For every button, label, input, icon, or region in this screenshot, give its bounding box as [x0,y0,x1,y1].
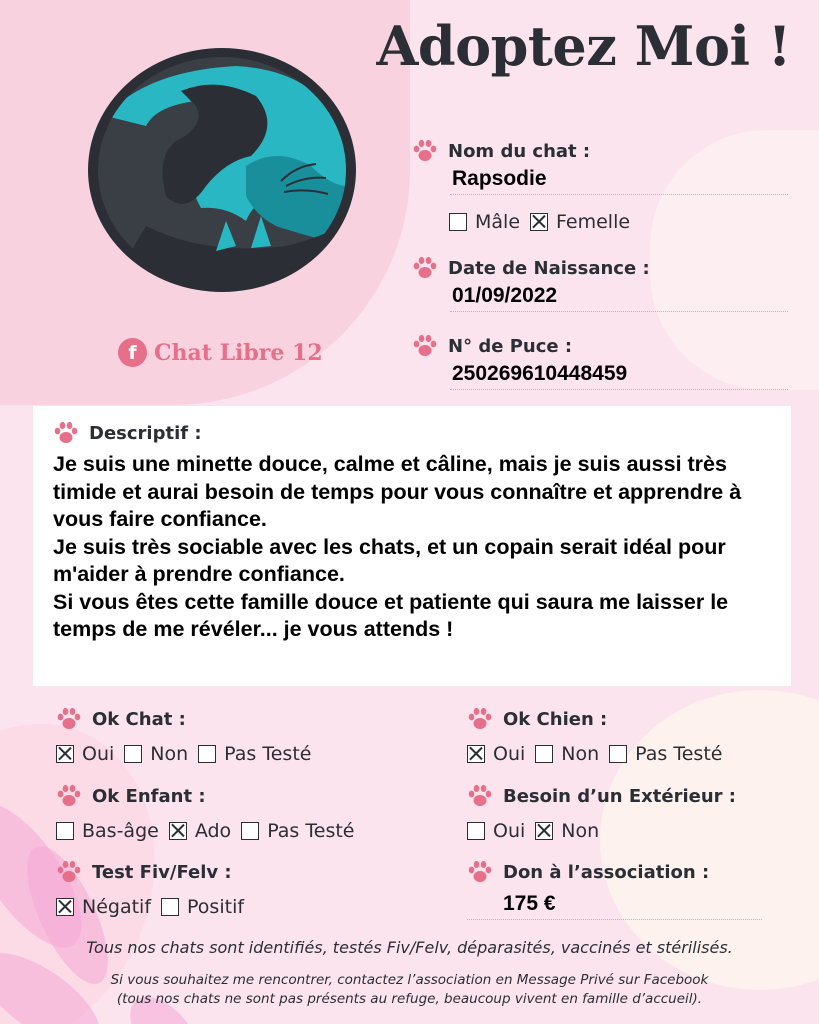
ok-chat-options [56,743,321,765]
ok-chien-checkbox[interactable] [535,745,553,763]
exterieur-label: Besoin d’un Extérieur : [503,785,737,807]
description-text [53,451,771,644]
ok-chien-option[interactable] [467,743,525,765]
ok-chien-checkbox[interactable] [467,745,485,763]
paw-icon [412,139,438,163]
fiv-felv-option[interactable] [161,896,244,918]
description-paragraph: Je suis très sociable avec les chats, et un copain serait idéal pour m'aider à prendre confiance. [53,534,726,586]
don-field [467,860,762,920]
ok-enfant-checkbox[interactable] [169,822,187,840]
ok-chat-option-label: Oui [82,743,115,765]
description-label-row [53,421,771,445]
ok-chat-label-row [56,707,321,731]
birth-date-value: 01/09/2022 [450,280,788,312]
exterieur-option[interactable] [535,820,599,842]
ok-enfant-option[interactable] [241,820,354,842]
cat-name-label-row [412,139,788,163]
ok-chat-field [56,707,321,765]
paw-icon [53,421,79,445]
paw-icon [56,860,82,884]
exterieur-option-label: Non [561,820,600,842]
exterieur-checkbox[interactable] [467,822,485,840]
footer-contact-line: Si vous souhaitez me rencontrer, contactez l’association en Message Privé sur Facebook [110,972,709,988]
ok-chien-field [467,707,732,765]
chip-number-value: 250269610448459 [450,358,788,390]
exterieur-field [467,784,736,842]
paw-icon [467,707,493,731]
ok-enfant-field [56,784,364,842]
description-box [33,406,791,686]
ok-chat-checkbox[interactable] [198,745,216,763]
exterieur-label-row [467,784,736,808]
birth-date-field [412,256,788,312]
ok-chien-option-label: Oui [493,743,526,765]
ok-chien-option-label: Non [561,743,600,765]
paw-icon [412,256,438,280]
ok-chat-label: Ok Chat : [92,708,186,730]
cat-name-field [412,139,788,195]
exterieur-checkbox[interactable] [535,822,553,840]
sex-options [449,211,640,233]
ok-chien-label: Ok Chien : [503,708,608,730]
description-paragraph: Je suis une minette douce, calme et câline, mais je suis aussi très timide et aurai besoin de temps pour vous connaître et apprendre à vous faire confiance. [53,452,742,531]
ok-enfant-label: Ok Enfant : [92,785,206,807]
ok-chien-options [467,743,732,765]
ok-chien-label-row [467,707,732,731]
ok-chat-option[interactable] [56,743,114,765]
birth-date-label-row [412,256,788,280]
don-label-row [467,860,762,884]
ok-chien-option-label: Pas Testé [635,743,723,765]
fiv-felv-field [56,860,254,918]
ok-enfant-options [56,820,364,842]
cat-name-value: Rapsodie [450,163,788,195]
don-value: 175 € [467,890,762,920]
ok-chien-checkbox[interactable] [609,745,627,763]
description-label: Descriptif : [89,422,202,444]
exterieur-option-label: Oui [493,820,526,842]
fiv-felv-checkbox[interactable] [161,898,179,916]
fiv-felv-option-label: Négatif [82,896,152,918]
ok-enfant-checkbox[interactable] [241,822,259,840]
sex-checkbox[interactable] [449,213,467,231]
chip-number-field [412,334,788,390]
sex-option[interactable] [530,211,630,233]
ok-enfant-option-label: Ado [194,820,232,842]
ok-chat-checkbox[interactable] [56,745,74,763]
paw-icon [56,707,82,731]
sex-option[interactable] [449,211,520,233]
sex-option-label: Femelle [556,211,631,233]
chip-number-label-row [412,334,788,358]
paw-icon [56,784,82,808]
ok-chat-option[interactable] [124,743,188,765]
exterieur-options [467,820,736,842]
paw-icon [412,334,438,358]
facebook-icon: f [118,338,147,367]
cat-name-label: Nom du chat : [448,140,591,162]
birth-date-label: Date de Naissance : [448,257,650,279]
fiv-felv-label: Test Fiv/Felv : [92,861,232,883]
paw-icon [467,860,493,884]
chip-number-label: N° de Puce : [448,335,573,357]
ok-enfant-option[interactable] [169,820,231,842]
fiv-felv-label-row [56,860,254,884]
facebook-page-name: Chat Libre 12 [154,339,323,366]
exterieur-option[interactable] [467,820,525,842]
ok-chat-option-label: Pas Testé [224,743,312,765]
footer-contact-note: (tous nos chats ne sont pas présents au refuge, beaucoup vivent en famille d’accueil). [116,991,703,1007]
description-paragraph: Si vous êtes cette famille douce et patiente qui saura me laisser le temps de me révéler... je vous attends ! [53,589,729,641]
sex-option-label: Mâle [475,211,521,233]
footer-contact [0,971,819,1009]
fiv-felv-checkbox[interactable] [56,898,74,916]
shelter-logo [86,46,358,294]
ok-enfant-checkbox[interactable] [56,822,74,840]
don-label: Don à l’association : [503,861,710,883]
ok-chat-checkbox[interactable] [124,745,142,763]
ok-chien-option[interactable] [609,743,722,765]
ok-enfant-option-label: Bas-âge [82,820,159,842]
ok-chat-option-label: Non [150,743,189,765]
paw-icon [467,784,493,808]
ok-enfant-label-row [56,784,364,808]
page-title: Adoptez Moi ! [376,14,791,78]
facebook-page[interactable] [118,338,323,367]
fiv-felv-option[interactable] [56,896,151,918]
sex-checkbox[interactable] [530,213,548,231]
ok-chat-option[interactable] [198,743,311,765]
ok-enfant-option-label: Pas Testé [267,820,355,842]
ok-enfant-option[interactable] [56,820,159,842]
ok-chien-option[interactable] [535,743,599,765]
fiv-felv-option-label: Positif [187,896,245,918]
footer-info: Tous nos chats sont identifiés, testés Fiv/Felv, déparasités, vaccinés et stérilisés. [86,938,733,957]
fiv-felv-options [56,896,254,918]
